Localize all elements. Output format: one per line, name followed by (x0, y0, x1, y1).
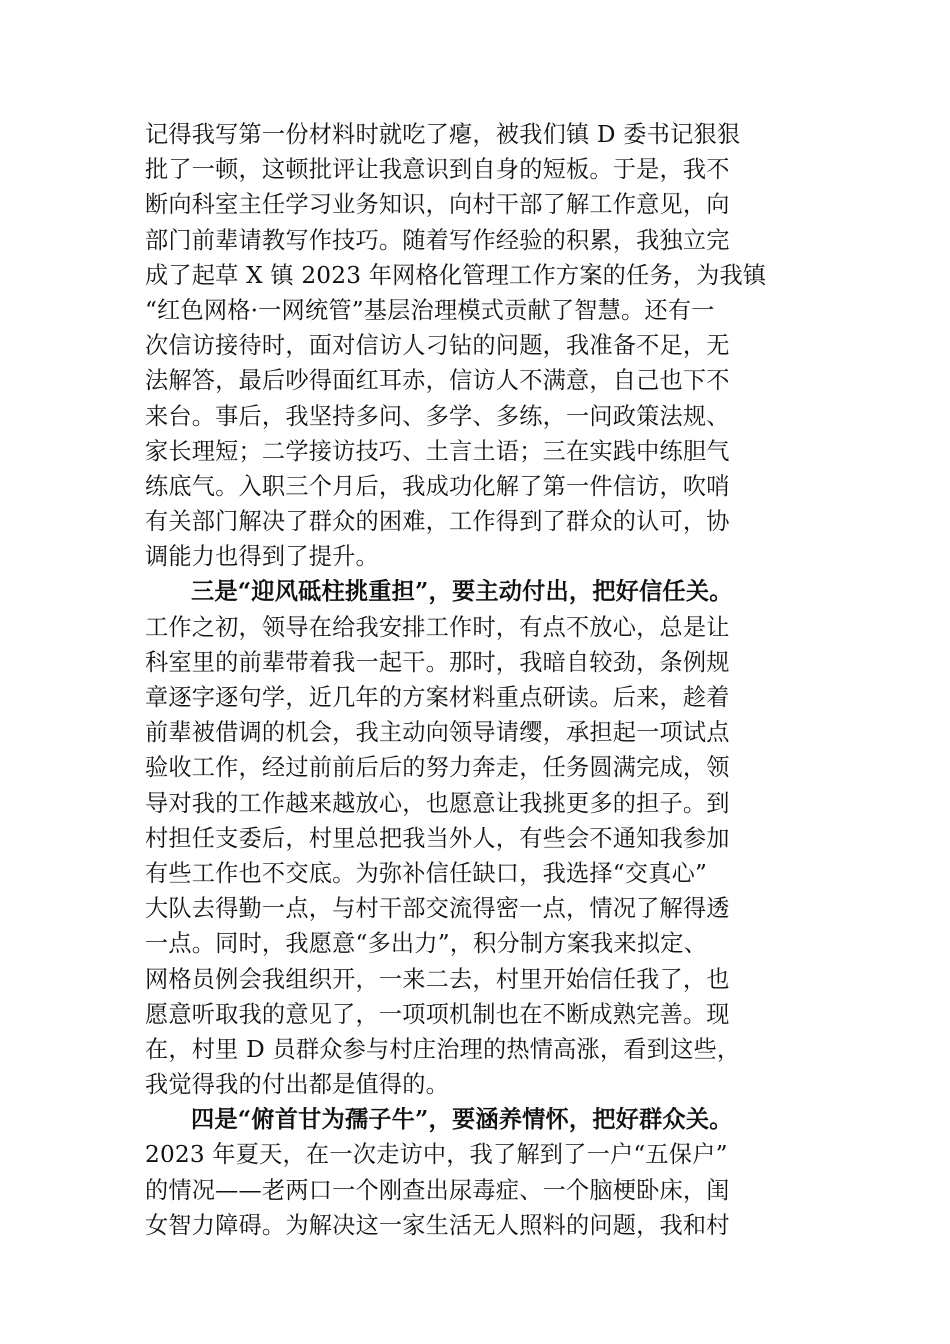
text-line: 记得我写第一份材料时就吃了瘪，被我们镇 D 委书记狠狠 (145, 121, 741, 148)
text-line: 练底气。入职三个月后，我成功化解了第一件信访，吹哨 (145, 472, 730, 500)
text-line: 次信访接待时，面对信访人刁钻的问题，我准备不足，无 (145, 332, 730, 360)
text-line: 导对我的工作越来越放心，也愿意让我挑更多的担子。到 (145, 789, 730, 817)
section-heading-four: 四是“俯首甘为孺子牛”，要涵养情怀，把好群众关。 (191, 1106, 733, 1134)
text-line: 成了起草 X 镇 2023 年网格化管理工作方案的任务，为我镇 (145, 261, 767, 289)
text-line: 工作之初，领导在给我安排工作时，有点不放心，总是让 (145, 613, 730, 641)
text-line: 法解答，最后吵得面红耳赤，信访人不满意，自己也下不 (145, 367, 730, 395)
text-line: 科室里的前辈带着我一起干。那时，我暗自较劲，条例规 (145, 648, 730, 676)
text-line: 女智力障碍。为解决这一家生活无人照料的问题，我和村 (145, 1211, 730, 1239)
text-line: 2023 年夏天，在一次走访中，我了解到了一户“五保户” (145, 1141, 728, 1169)
text-line: 章逐字逐句学，近几年的方案材料重点研读。后来，趁着 (145, 684, 730, 711)
text-line: 前辈被借调的机会，我主动向领导请缨，承担起一项试点 (145, 719, 730, 747)
text-line: “红色网格·一网统管”基层治理模式贡献了智慧。还有一 (145, 296, 715, 324)
text-line: 愿意听取我的意见了，一项项机制也在不断成熟完善。现 (145, 1000, 730, 1028)
text-line: 大队去得勤一点，与村干部交流得密一点，情况了解得透 (145, 895, 730, 923)
text-line: 村担任支委后，村里总把我当外人，有些会不通知我参加 (145, 824, 730, 852)
text-line: 有关部门解决了群众的困难，工作得到了群众的认可，协 (145, 508, 730, 536)
body-text (145, 117, 835, 1243)
text-line: 断向科室主任学习业务知识，向村干部了解工作意见，向 (145, 191, 730, 219)
text-line: 部门前辈请教写作技巧。随着写作经验的积累，我独立完 (145, 226, 730, 254)
text-line: 家长理短；二学接访技巧、土言土语；三在实践中练胆气 (145, 437, 730, 465)
text-line: 在，村里 D 员群众参与村庄治理的热情高涨，看到这些， (145, 1035, 741, 1063)
text-line: 网格员例会我组织开，一来二去，村里开始信任我了，也 (145, 965, 730, 993)
text-line: 批了一顿，这顿批评让我意识到自身的短板。于是，我不 (145, 156, 730, 184)
text-line: 有些工作也不交底。为弥补信任缺口，我选择“交真心” (145, 859, 708, 887)
text-line: 调能力也得到了提升。 (145, 543, 379, 571)
text-line: 我觉得我的付出都是值得的。 (145, 1071, 450, 1099)
text-line: 来台。事后，我坚持多问、多学、多练，一问政策法规、 (145, 402, 730, 430)
text-line: 一点。同时，我愿意“多出力”，积分制方案我来拟定、 (145, 930, 708, 958)
text-line: 验收工作，经过前前后后的努力奔走，任务圆满完成，领 (145, 754, 730, 782)
section-heading-three: 三是“迎风砥柱挑重担”，要主动付出，把好信任关。 (191, 578, 733, 606)
text-line: 的情况——老两口一个刚查出尿毒症、一个脑梗卧床，闺 (145, 1176, 730, 1204)
